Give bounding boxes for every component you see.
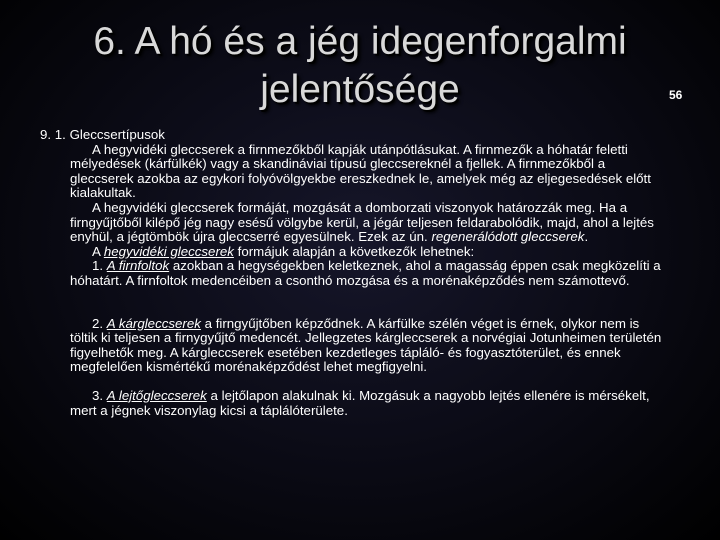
underlined-term: A lejtőgleccserek bbox=[106, 387, 207, 403]
list-number: 1. bbox=[92, 258, 107, 274]
underlined-term: A kárgleccserek bbox=[106, 315, 201, 331]
list-item-firnfoltok bbox=[40, 259, 670, 288]
paragraph-text: . bbox=[584, 229, 589, 245]
section-heading: 9. 1. Gleccsertípusok bbox=[40, 127, 165, 142]
slide-title: 6. A hó és a jég idegenforgalmi jelentősége bbox=[93, 20, 627, 111]
list-number: 3. bbox=[92, 387, 107, 403]
italic-term: regenerálódott gleccserek bbox=[431, 229, 585, 245]
underlined-term: A firnfoltok bbox=[106, 258, 170, 274]
slide-body bbox=[40, 128, 670, 418]
list-item-text: a firngyűjtőben képződnek. A kárfülke szélén véget is érnek, olykor nem is töltik ki teljesen a firnygyűjtő medencét. Jellegzetes kárgleccserek a norvégiai Jotunheimen területén figyelhetők meg. A kárgleccserek esetében kezdetleges tápláló- és fogyasztóterület, és ennek megfelelően kismértékű morénaképződést lehet megfigyelni. bbox=[70, 315, 662, 375]
paragraph-tipusok bbox=[40, 245, 670, 260]
underlined-term: hegyvidéki gleccserek bbox=[103, 243, 234, 259]
list-item-text: azokban a hegységekben keletkeznek, ahol a magasság éppen csak megközelíti a hóhatárt. A firnfoltok medencéiben a csonthó mozgása és a morénaképződés nem számottevő. bbox=[70, 258, 661, 288]
list-item-lejtogleccserek bbox=[40, 389, 670, 418]
paragraph-text: formájuk alapján a következők lehetnek: bbox=[233, 243, 475, 259]
page-number: 56 bbox=[669, 88, 683, 102]
list-item-kargleccserek bbox=[40, 317, 670, 375]
paragraph-firnmezok bbox=[40, 143, 670, 201]
paragraph-text: A hegyvidéki gleccserek formáját, mozgását a domborzati viszonyok határozzák meg. Ha a firngyűjtőből kilépő jég nagy esésű völgybe kerül, a jégár teljesen feldarabolódik, majd, ahol a lejtés enyhül, a jégtömbök újra gleccserré egyesülnek. Ezek az ún. bbox=[70, 199, 654, 245]
list-number: 2. bbox=[92, 315, 107, 331]
list-item-text: a lejtőlapon alakulnak ki. Mozgásuk a nagyobb lejtés ellenére is mérsékelt, mert a jégnek viszonylag kicsi a táplálóterülete. bbox=[70, 387, 650, 418]
paragraph-formak bbox=[40, 201, 670, 245]
paragraph-text: A bbox=[92, 243, 104, 259]
paragraph-text: A hegyvidéki gleccserek a firnmezőkből kapják utánpótlásukat. A firnmezők a hóhatár feletti mélyedések (kárfülkék) vagy a skandináviai típusú gleccsereknél a fjellek. A firnmezőkből a gleccserek azokba az egykori folyóvölgyekbe ereszkednek le, amelyek még az eljegesedések előtt kialakultak. bbox=[70, 141, 651, 201]
